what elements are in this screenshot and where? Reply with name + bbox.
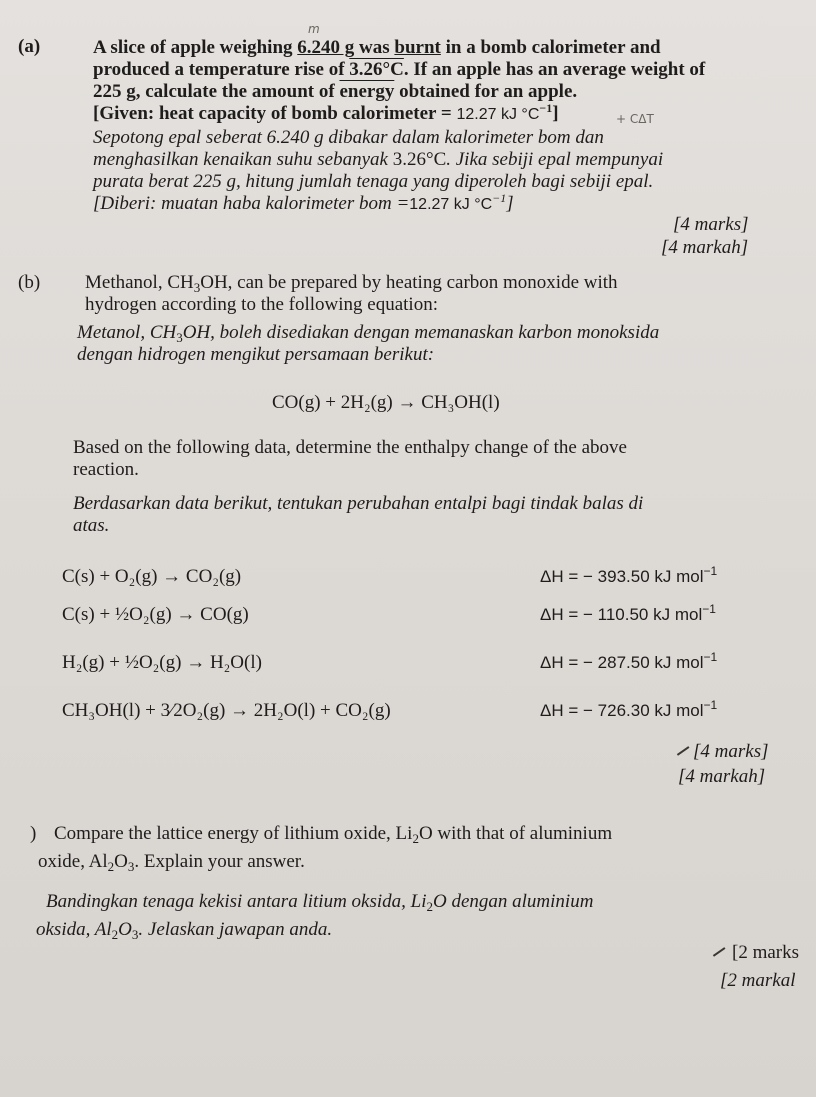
part-a-en-line1: A slice of apple weighing 6.240 g was burnt in a bomb calorimeter and xyxy=(93,37,661,58)
part-b-marks-ms: [4 markah] xyxy=(678,766,766,787)
tick-mark xyxy=(677,746,689,755)
part-b-ms-line1: Metanol, $CH_3OH$, boleh disediakan dengan memanaskan karbon monoksida xyxy=(77,322,660,345)
part-a-ms-line1: Sepotong epal seberat 6.240 g dibakar dalam kalorimeter bom dan xyxy=(93,127,604,148)
part-a-ms-line2: menghasilkan kenaikan suhu sebanyak 3.26°C. Jika sebiji epal mempunyai xyxy=(93,149,664,170)
handwritten-m: m xyxy=(308,22,320,36)
dh-3: ΔH = − 287.50 kJ mol$^{-1}$ xyxy=(540,650,718,672)
part-b-marks-en: [4 marks] xyxy=(693,741,769,762)
part-b-en-line2: hydrogen according to the following equation: xyxy=(85,294,438,315)
equation-1: C(s) + O₂(g) → CO₂(g) xyxy=(62,566,242,587)
part-b-ms-line2: dengan hidrogen mengikut persamaan berikut: xyxy=(77,344,435,365)
equation-4: CH₃OH(l) + 3⁄2O₂(g) → 2H₂O(l) + CO₂(g) xyxy=(62,700,391,721)
part-a-ms-given: [Diberi: muatan haba kalorimeter bom =12.27 kJ $^\circ C^{-1}$] xyxy=(93,191,514,214)
part-b-ms-based1: Berdasarkan data berikut, tentukan perubahan entalpi bagi tindak balas di xyxy=(73,493,644,514)
equation-2: C(s) + ½O₂(g) → CO(g) xyxy=(62,604,249,625)
part-c-ms-line1: Bandingkan tenaga kekisi antara litium oksida, $Li_2O$ dengan aluminium xyxy=(46,891,594,914)
part-a-en-given: [Given: heat capacity of bomb calorimeter = 12.27 kJ $^\circ C^{-1}$] xyxy=(93,101,559,124)
part-c-label: ) xyxy=(30,823,37,844)
part-c-marks-en: [2 marks xyxy=(732,942,800,963)
part-b-en-based2: reaction. xyxy=(73,459,139,480)
equation-3: H₂(g) + ½O₂(g) → H₂O(l) xyxy=(62,652,262,673)
part-b-en-based1: Based on the following data, determine the enthalpy change of the above xyxy=(73,437,627,458)
part-a-marks-en: [4 marks] xyxy=(673,214,749,235)
part-a-en-line3: 225 g, calculate the amount of energy obtained for an apple. xyxy=(93,81,578,102)
part-c-marks-ms: [2 markal xyxy=(720,970,796,991)
part-a-ms-line3: purata berat 225 g, hitung jumlah tenaga yang diperoleh bagi sebiji epal. xyxy=(93,171,654,192)
dh-4: ΔH = − 726.30 kJ mol$^{-1}$ xyxy=(540,698,718,720)
part-a-en-line2: produced a temperature rise of 3.26°C. If an apple has an average weight of xyxy=(93,59,706,80)
part-b-ms-based2: atas. xyxy=(73,515,110,536)
part-c-en-line1: Compare the lattice energy of lithium oxide, $Li_2O$ with that of aluminium xyxy=(54,823,613,846)
dh-2: ΔH = − 110.50 kJ mol$^{-1}$ xyxy=(540,602,716,624)
dh-1: ΔH = − 393.50 kJ mol$^{-1}$ xyxy=(540,564,718,586)
tick-mark-2 xyxy=(713,947,725,956)
part-c-en-line2: oxide, $Al_2O_3$. Explain your answer. xyxy=(38,851,305,874)
part-a-label: (a) xyxy=(18,36,41,57)
part-b-en-line1: Methanol, $CH_3OH$, can be prepared by heating carbon monoxide with xyxy=(85,272,618,295)
part-c-ms-line2: oksida, $Al_2O_3$. Jelaskan jawapan anda. xyxy=(36,919,333,942)
part-a-marks-ms: [4 markah] xyxy=(661,237,749,258)
main-equation: CO(g) + 2H₂(g) → CH₃OH(l) xyxy=(272,392,500,413)
handwritten-cat: + CΔT xyxy=(616,112,654,126)
part-b-label: (b) xyxy=(18,272,41,293)
